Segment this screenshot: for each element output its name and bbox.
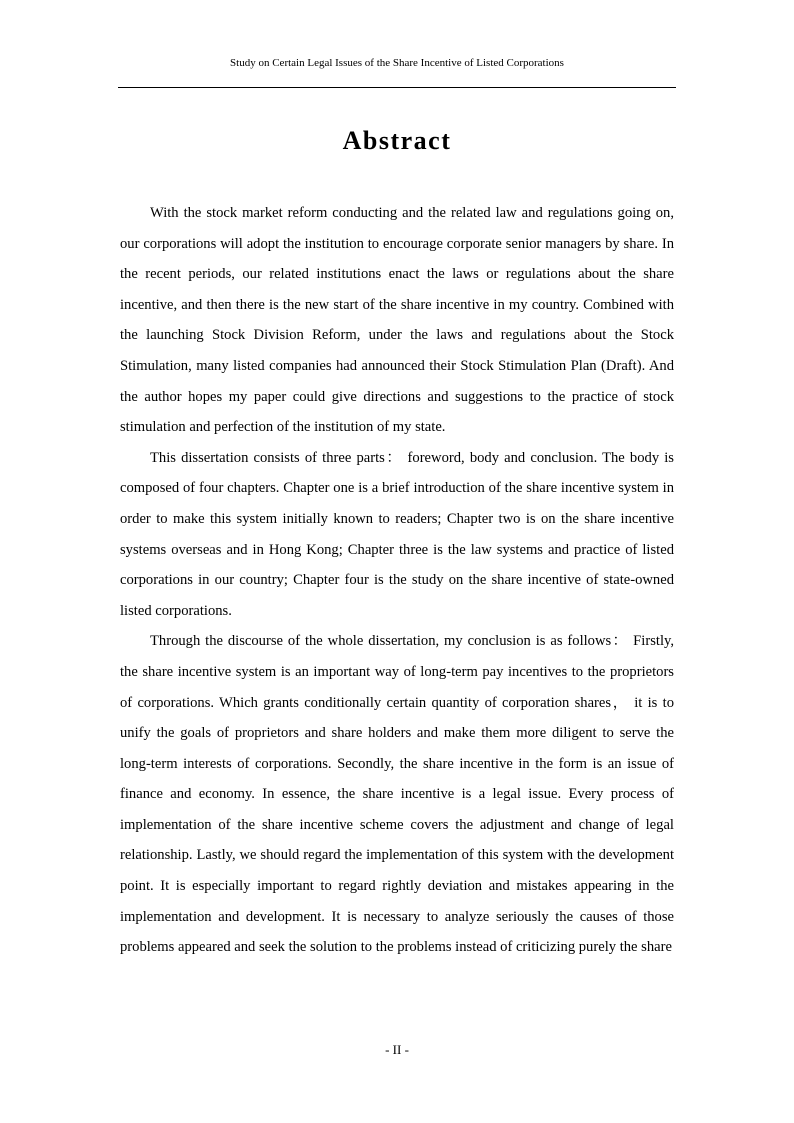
page-number: - II - bbox=[385, 1042, 409, 1057]
header-divider bbox=[118, 87, 676, 88]
page-title: Abstract bbox=[342, 126, 452, 155]
abstract-paragraph-3: Through the discourse of the whole dissertation, my conclusion is as follows： Firstly, the share incentive system is an important way of long-term pay incentives to the proprietors of corporations. Which grants conditionally certain quantity of corporation shares， it is to unify the goals of proprietors and share holders and make them more diligent to serve the long-term interests of corporations. Secondly, the share incentive in the form is an issue of finance and economy. In essence, the share incentive is a legal issue. Every process of implementation of the share incentive scheme covers the adjustment and change of legal relationship. Lastly, we should regard the implementation of this system with the development point. It is especially important to regard rightly deviation and mistakes appearing in the implementation and development. It is necessary to analyze seriously the causes of those problems appeared and seek the solution to the problems instead of criticizing purely the share bbox=[120, 633, 674, 956]
abstract-paragraph-1: With the stock market reform conducting and the related law and regulations going on, our corporations will adopt the institution to encourage corporate senior managers by share. In the recent periods, our related institutions enact the laws or regulations about the share incentive, and then there is the new start of the share incentive in my country. Combined with the launching Stock Division Reform, under the laws and regulations about the Stock Stimulation, many listed companies had announced their Stock Stimulation Plan (Draft). And the author hopes my paper could give directions and suggestions to the practice of stock stimulation and perfection of the institution of my state. bbox=[120, 205, 674, 436]
abstract-paragraph-2: This dissertation consists of three parts： foreword, body and conclusion. The body is composed of four chapters. Chapter one is a brief introduction of the share incentive system in order to make this system initially known to readers; Chapter two is on the share incentive systems overseas and in Hong Kong; Chapter three is the law systems and practice of listed corporations in our country; Chapter four is the study on the share incentive of state-owned listed corporations. bbox=[120, 449, 674, 619]
abstract-body bbox=[120, 198, 674, 963]
running-header: Study on Certain Legal Issues of the Share Incentive of Listed Corporations bbox=[230, 57, 564, 69]
